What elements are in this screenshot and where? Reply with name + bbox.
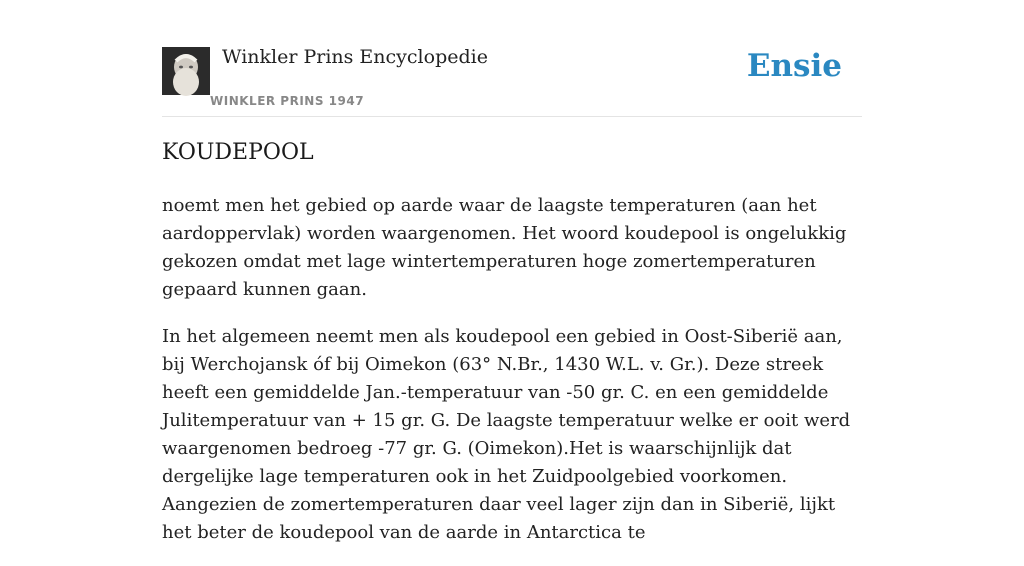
brand-logo[interactable]: Ensie (746, 48, 842, 84)
paragraph: In het algemeen neemt men als koudepool een gebied in Oost-Siberië aan, bij Werchojansk óf bij Oimekon (63° N.Br., 1430 W.L. v. Gr.). Deze streek heeft een gemiddelde Jan.-temperatuur van -50 gr. C. en een gemiddelde Julitemperatuur van + 15 gr. G. De laagste temperatuur welke er ooit werd waargenomen bedroeg -77 gr. G. (Oimekon).Het is waarschijnlijk dat dergelijke lage temperaturen ook in het Zuidpoolgebied voorkomen. Aangezien de zomertemperaturen daar veel lager zijn dan in Siberië, lijkt het beter de koudepool van de aarde in Antarctica te (162, 326, 851, 543)
author-portrait-icon[interactable] (162, 47, 210, 95)
publication-name[interactable]: Winkler Prins Encyclopedie (222, 46, 488, 68)
edition-label[interactable]: WINKLER PRINS 1947 (210, 94, 365, 108)
site-header (162, 44, 862, 117)
paragraph: noemt men het gebied op aarde waar de laagste temperaturen (aan het aardoppervlak) worden waargenomen. Het woord koudepool is ongelukkig gekozen omdat met lage wintertemperaturen hoge zomertemperaturen gepaard kunnen gaan. (162, 195, 847, 300)
article-body (162, 192, 868, 566)
article-title: KOUDEPOOL (162, 140, 314, 165)
